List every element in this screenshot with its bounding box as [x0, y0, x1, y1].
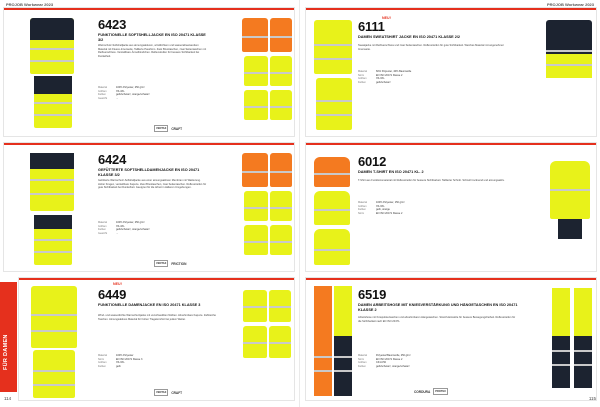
product-card-6423[interactable]	[3, 7, 295, 137]
jacket-thumb-yellow-3	[269, 326, 291, 358]
logo-cordura: CORDURA	[414, 389, 431, 394]
product-number: 6423	[98, 17, 127, 32]
logo-ventax: VENTAX	[156, 262, 167, 265]
product-number: 6111	[358, 19, 385, 34]
jacket-thumb-yellow-3	[270, 90, 292, 120]
logos-row	[154, 125, 182, 132]
spec-table: Material Polyester/Baumwolle, 250 g/m² Norm EN ISO 20471 Klasse 2 Größen C34-C50 Farben gelb/schwarz, orange/schwarz	[358, 354, 411, 368]
product-number: 6449	[98, 287, 127, 302]
jacket-image-back	[34, 215, 72, 265]
jacket-thumb-orange	[242, 18, 268, 52]
product-number: 6424	[98, 152, 127, 167]
product-card-6449[interactable]	[18, 277, 295, 401]
logos-row	[414, 388, 448, 395]
product-card-6111[interactable]	[305, 7, 597, 137]
sweatjacket-image-back	[316, 78, 352, 130]
product-card-6519[interactable]	[305, 277, 597, 401]
logo-ventax: VENTAX	[156, 391, 167, 394]
pants-thumb-back	[574, 288, 592, 388]
card-rule	[19, 278, 294, 280]
page-number: 115	[588, 396, 596, 401]
logo-craft: CRAFT	[171, 390, 183, 395]
spec-table: Material 60% Polyester, 40% Baumwolle Norm EN ISO 20471 Klasse 2 Größen XS-3XL Farben gelb/schwarz	[358, 70, 412, 84]
tshirt-image-orange	[314, 157, 350, 187]
jacket-thumb-yellow-2	[244, 225, 268, 255]
new-badge: NEU!	[113, 282, 122, 286]
product-description: T-Shirt aus Funktionsmaterial mit Reflexstreifen für bessere Sichtbarkeit. Taillierter Schnitt. Schnell trocknend und atmungsaktiv.	[358, 179, 505, 182]
jacket-thumb-yellow	[243, 290, 267, 322]
product-title: FUNKTIONELLE DAMENJACKE EN ISO 20471 KLASSE 3	[98, 303, 201, 307]
section-tab: FÜR DAMEN	[0, 282, 17, 392]
product-card-6424[interactable]	[3, 142, 295, 272]
logo-craft: CRAFT	[171, 126, 183, 131]
card-rule	[306, 143, 596, 145]
jacket-thumb-yellow	[244, 191, 268, 221]
product-number: 6012	[358, 154, 387, 169]
jacket-thumb-yellow	[244, 56, 268, 86]
card-rule	[306, 278, 596, 280]
card-rule	[4, 8, 294, 10]
jacket-thumb-yellow-back	[270, 56, 292, 86]
jacket-thumb-yellow-2	[244, 90, 268, 120]
spec-table: Material 100% Polyester Norm EN ISO 20471 Klasse 3 Größen XS-3XL Farben gelb	[98, 354, 143, 368]
page-number: 114	[4, 396, 12, 401]
pants-image-orange	[314, 286, 332, 396]
logo-friction: FRICTION	[171, 261, 187, 266]
product-description: Gefütterte Warnschutz-Softshelljacke aus einer atmungsaktiven Membran mit Wattierung. Hoher Kragen, verstellbare Kapuze. Zwei Brusttaschen, zwei Seitentaschen. Reflexstreifen für gute Sichtbarkeit bei Dunkelheit. Geeignet für die Arbeit in kälteren Umgebungen.	[98, 179, 207, 189]
spec-table: Material 100% Polyester, 250 g/m² Größen XS-4XL Farben gelb/schwarz, orange/schwarz Gewicht ...	[98, 86, 150, 100]
page-header: PROJOB Workwear 2023	[546, 2, 594, 7]
tshirt-thumb-worn	[550, 161, 590, 219]
product-description: Sweatjacke mit Reißverschluss und zwei Seitentaschen. Reflexstreifen für gute Sichtbarkeit. Weiches Material mit angenehmer Innenseite.	[358, 44, 504, 51]
jacket-image-main	[31, 286, 77, 348]
product-title: DAMEN T-SHIRT EN ISO 20471 KL. 2	[358, 170, 424, 174]
sweatjacket-image-main	[314, 20, 352, 74]
product-title: FUNKTIONELLE SOFTSHELLJACKE EN ISO 20471 KLASSE 3/2	[98, 33, 206, 42]
jacket-thumb-yellow-2	[243, 326, 267, 358]
page-header: PROJOB Workwear 2023	[6, 2, 54, 7]
jacket-image-back	[33, 350, 75, 398]
product-description: Warnschutz-Softshelljacke aus atmungsaktivem, winddichtem und wasserabweisendem Material mit Fleece-Innenseite. Taillierte Passform. Zwei Brusttaschen, zwei Seitentaschen mit Reißverschluss. Verstellbare Ärmelbündchen. Reflexstreifen für bessere Sichtbarkeit bei Dunkelheit.	[98, 44, 207, 58]
product-title: DAMEN SWEATSHIRT JACKE EN ISO 20471 KLASSE 2/2	[358, 35, 461, 39]
spec-table: Material 100% Polyester, 150 g/m² Größen XS-3XL Farben gelb, orange Norm EN ISO 20471 Klasse 2	[358, 201, 405, 215]
jacket-thumb-orange-back	[270, 153, 292, 187]
pants-thumb-front	[552, 288, 570, 388]
logos-row	[154, 260, 186, 267]
jacket-thumb-yellow-3	[270, 225, 292, 255]
product-description: Arbeitshose mit Kniepolstertaschen und abnehmbaren Hängetaschen. Stretch-Einsätze für bessere Bewegungsfreiheit. Reflexstreifen für die Sichtbarkeit nach EN ISO 20471.	[358, 316, 516, 323]
product-title: DAMEN ARBEITSHOSE MIT KNIESVERSTÄRKUNG UND HÄNGETASCHEN EN ISO 20471 KLASSE 2	[358, 303, 518, 312]
product-number: 6519	[358, 287, 387, 302]
jacket-thumb-yellow-back	[270, 191, 292, 221]
jacket-image-main	[30, 153, 74, 211]
pants-image-yellow	[334, 286, 352, 396]
logo-ventax: VENTAX	[156, 127, 167, 130]
jacket-image-main	[30, 18, 74, 74]
product-description: Wind- und wasserdichte Warnschutzjacke mit verschweißten Nähten. Abnehmbare Kapuze. Zahlreiche Taschen. Atmungsaktives Material für hohen Tragekomfort bei jedem Wetter.	[98, 314, 216, 321]
card-rule	[306, 8, 596, 10]
jacket-image-back	[34, 76, 72, 128]
right-page	[300, 0, 600, 407]
sweatjacket-thumb-navy	[546, 20, 592, 78]
jacket-thumb-orange	[242, 153, 268, 187]
tshirt-image-yellow-back	[314, 229, 350, 265]
product-title: GEFÜTTERTE SOFTSHELLDAMENJACKE EN ISO 20471 KLASSE 3/2	[98, 168, 200, 177]
logo-protec: PROTEC	[435, 390, 447, 393]
tshirt-image-yellow	[314, 191, 350, 225]
logos-row	[154, 389, 182, 396]
spec-table: Material 100% Polyester, 250 g/m² Größen XS-4XL Farben gelb/schwarz, orange/schwarz Gewicht ...	[98, 221, 150, 235]
new-badge: NEU!	[382, 16, 391, 20]
jacket-thumb-orange-back	[270, 18, 292, 52]
card-rule	[4, 143, 294, 145]
jacket-thumb-yellow-back	[269, 290, 291, 322]
product-card-6012[interactable]	[305, 142, 597, 272]
